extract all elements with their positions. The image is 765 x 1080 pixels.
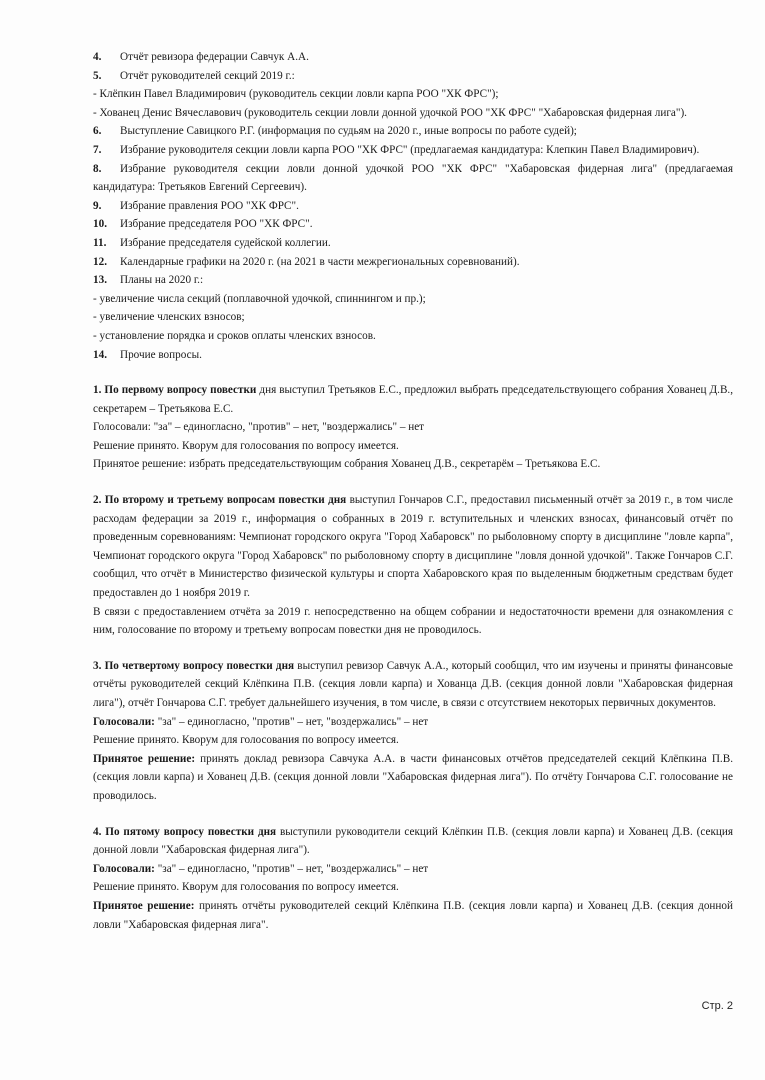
agenda-item: 7. Избрание руководителя секции ловли карпа РОО "ХК ФРС" (предлагаемая кандидатура: Клепкин Павел Владимирович). <box>93 143 700 156</box>
quorum-note: Решение принято. Кворум для голосования по вопросу имеется. <box>93 439 399 452</box>
question-2-note: В связи с предоставлением отчёта за 2019 г. непосредственно на общем собрании и недостаточности времени для ознакомления с ним, голосование по второму и третьему вопросам повестки дня не проводилось. <box>93 605 733 637</box>
agenda-item: 11. Избрание председателя судейской коллегии. <box>93 236 331 249</box>
document-body <box>93 48 733 934</box>
plan-item: - увеличение членских взносов; <box>93 311 245 324</box>
vote-result: Голосовали: "за" – единогласно, "против" – нет, "воздержались" – нет <box>93 862 429 875</box>
quorum-note: Решение принято. Кворум для голосования по вопросу имеется. <box>93 734 399 747</box>
question-2-paragraph: 2. По второму и третьему вопросам повестки дня выступил Гончаров С.Г., предоставил письменный отчёт за 2019 г., в том числе расходам федерации за 2019 г., информация о собранных в 2019 г. вступительных и членских взносах, финансовый отчёт по проведенным соревнованиям: Чемпионат городского округа "Город Хабаровск" по рыболовному спорту в дисциплине "ловле карпа", Чемпионат городского округа "Город Хабаровск" по рыболовному спорту в дисциплине "ловля донной удочкой". Также Гончаров С.Г. сообщил, что отчёт в Министерство физической культуры и спорта Хабаровского края по выделенным бюджетным средствам будет предоставлен до 1 ноября 2019 г. <box>93 494 733 600</box>
agenda-item: 6. Выступление Савицкого Р.Г. (информация по судьям на 2020 г., иные вопросы по работе судей); <box>93 125 577 138</box>
plan-item: - установление порядка и сроков оплаты членских взносов. <box>93 329 376 342</box>
plan-item: - увеличение числа секций (поплавочной удочкой, спиннингом и пр.); <box>93 292 426 305</box>
question-1-paragraph: 1. По первому вопросу повестки дня выступил Третьяков Е.С., предложил выбрать председательствующего собрания Хованец Д.В., секретарем – Третьякова Е.С. <box>93 384 733 415</box>
agenda-item: 12. Календарные графики на 2020 г. (на 2021 в части межрегиональных соревнований). <box>93 255 520 268</box>
decision-text: Принятое решение: избрать председательствующим собрания Хованец Д.В., секретарём – Третьякова Е.С. <box>93 458 601 471</box>
agenda-item: 9. Избрание правления РОО "ХК ФРС". <box>93 199 299 212</box>
vote-result: Голосовали: "за" – единогласно, "против" – нет, "воздержались" – нет <box>93 715 429 728</box>
section-head-item: - Клёпкин Павел Владимирович (руководитель секции ловли карпа РОО "ХК ФРС"); <box>93 88 499 101</box>
agenda-item: 10. Избрание председателя РОО "ХК ФРС". <box>93 218 313 231</box>
decision-text: Принятое решение: принять доклад ревизора Савчука А.А. в части финансовых отчётов председателей секций Клёпкина П.В. (секция ловли карпа) и Хованец Д.В. (секция донной ловли "Хабаровская фидерная лига"). По отчёту Гончарова С.Г. голосование не проводилось. <box>93 752 733 802</box>
agenda-item: 13. Планы на 2020 г.: <box>93 274 204 287</box>
vote-result: Голосовали: "за" – единогласно, "против" – нет, "воздержались" – нет <box>93 421 425 434</box>
decision-text: Принятое решение: принять отчёты руководителей секций Клёпкина П.В. (секция ловли карпа) и Хованец Д.В. (секция донной ловли "Хабаровская фидерная лига". <box>93 899 733 931</box>
question-3-paragraph: 3. По четвертому вопросу повестки дня выступил ревизор Савчук А.А., который сообщил, что им изучены и приняты финансовые отчёты руководителей секций Клёпкина П.В. (секция ловли карпа) и Хованца Д.В. (секция донной ловли "Хабаровская фидерная лига"), отчёт Гончарова С.Г. требует дальнейшего изучения, в том числе, в связи с отсутствием некоторых первичных документов. <box>93 659 733 709</box>
agenda-item: 5. Отчёт руководителей секций 2019 г.: <box>93 69 295 82</box>
agenda-item: 8. Избрание руководителя секции ловли донной удочкой РОО "ХК ФРС" "Хабаровская фидерная лига" (предлагаемая кандидатура: Третьяков Евгений Сергеевич). <box>93 162 733 194</box>
agenda-item: 4. Отчёт ревизора федерации Савчук А.А. <box>93 51 309 63</box>
section-head-item: - Хованец Денис Вячеславович (руководитель секции ловли донной удочкой РОО "ХК ФРС" "Хабаровская фидерная лига"). <box>93 106 687 119</box>
quorum-note: Решение принято. Кворум для голосования по вопросу имеется. <box>93 881 399 894</box>
page-number: Стр. 2 <box>701 1000 733 1012</box>
question-4-paragraph: 4. По пятому вопросу повестки дня выступили руководители секций Клёпкин П.В. (секция ловли карпа) и Хованец Д.В. (секция донной ловли "Хабаровская фидерная лига"). <box>93 825 733 857</box>
agenda-item: 14. Прочие вопросы. <box>93 348 202 361</box>
